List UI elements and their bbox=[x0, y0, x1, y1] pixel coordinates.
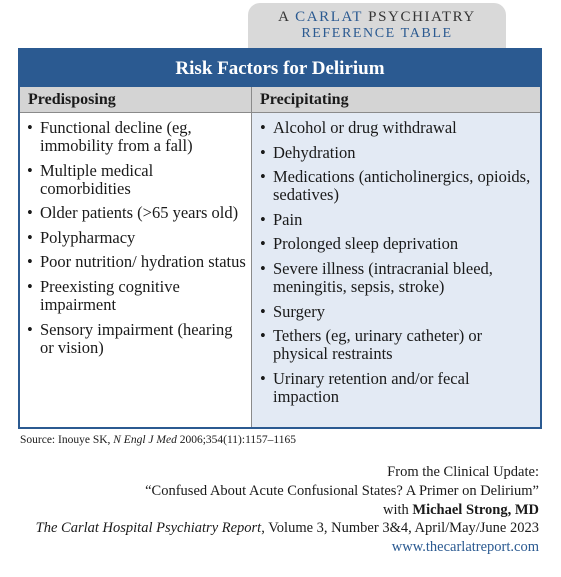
column-header-predisposing: Predisposing bbox=[20, 87, 252, 112]
precipitating-column bbox=[252, 113, 540, 427]
list-item: • Functional decline (eg, immobility from a fall) bbox=[24, 119, 251, 155]
list-item: • Dehydration bbox=[257, 144, 540, 162]
list-item: • Severe illness (intracranial bleed, meningitis, sepsis, stroke) bbox=[257, 260, 540, 296]
list-item: • Pain bbox=[257, 211, 540, 229]
list-item: • Multiple medical comorbidities bbox=[24, 162, 251, 198]
predisposing-list bbox=[24, 119, 251, 357]
list-item: • Surgery bbox=[257, 303, 540, 321]
list-item: • Urinary retention and/or fecal impaction bbox=[257, 370, 540, 406]
publication-line bbox=[36, 519, 539, 538]
publication-title: The Carlat Hospital Psychiatry Report bbox=[35, 520, 262, 537]
author-name: Michael Strong, MD bbox=[412, 501, 539, 518]
list-item: • Medications (anticholinergics, opioids, sedatives) bbox=[257, 168, 540, 204]
footer-credit bbox=[36, 463, 539, 557]
brand-prefix: A bbox=[278, 9, 290, 25]
source-citation bbox=[20, 434, 296, 446]
predisposing-column bbox=[20, 113, 252, 427]
list-item: • Poor nutrition/ hydration status bbox=[24, 253, 251, 271]
author-prefix: with bbox=[383, 501, 409, 518]
footer-intro: From the Clinical Update: bbox=[387, 464, 539, 480]
brand-line bbox=[248, 9, 506, 26]
column-headers bbox=[20, 87, 540, 113]
source-prefix: Source: Inouye SK, bbox=[20, 434, 111, 446]
brand-highlight: CARLAT bbox=[295, 9, 363, 25]
article-title: “Confused About Acute Confusional States? A Primer on Delirium” bbox=[145, 482, 539, 499]
source-journal: N Engl J Med bbox=[113, 434, 177, 446]
reference-table-label: REFERENCE TABLE bbox=[301, 26, 453, 41]
list-item: • Tethers (eg, urinary catheter) or physical restraints bbox=[257, 327, 540, 363]
list-item: • Polypharmacy bbox=[24, 229, 251, 247]
table-title: Risk Factors for Delirium bbox=[20, 50, 540, 87]
brand-suffix: PSYCHIATRY bbox=[368, 9, 476, 25]
reference-table-tab bbox=[248, 3, 506, 49]
list-item: • Sensory impairment (hearing or vision) bbox=[24, 321, 251, 357]
list-item: • Alcohol or drug withdrawal bbox=[257, 119, 540, 137]
list-item: • Preexisting cognitive impairment bbox=[24, 278, 251, 314]
list-item: • Older patients (>65 years old) bbox=[24, 204, 251, 222]
list-item: • Prolonged sleep deprivation bbox=[257, 235, 540, 253]
precipitating-list bbox=[257, 119, 540, 406]
source-details: 2006;354(11):1157–1165 bbox=[179, 434, 296, 446]
table-body bbox=[20, 113, 540, 427]
author-line bbox=[36, 501, 539, 520]
website-url: www.thecarlatreport.com bbox=[391, 539, 539, 556]
publication-details: , Volume 3, Number 3&4, April/May/June 2023 bbox=[261, 520, 539, 537]
column-header-precipitating: Precipitating bbox=[260, 91, 349, 108]
risk-factors-table bbox=[18, 48, 542, 429]
